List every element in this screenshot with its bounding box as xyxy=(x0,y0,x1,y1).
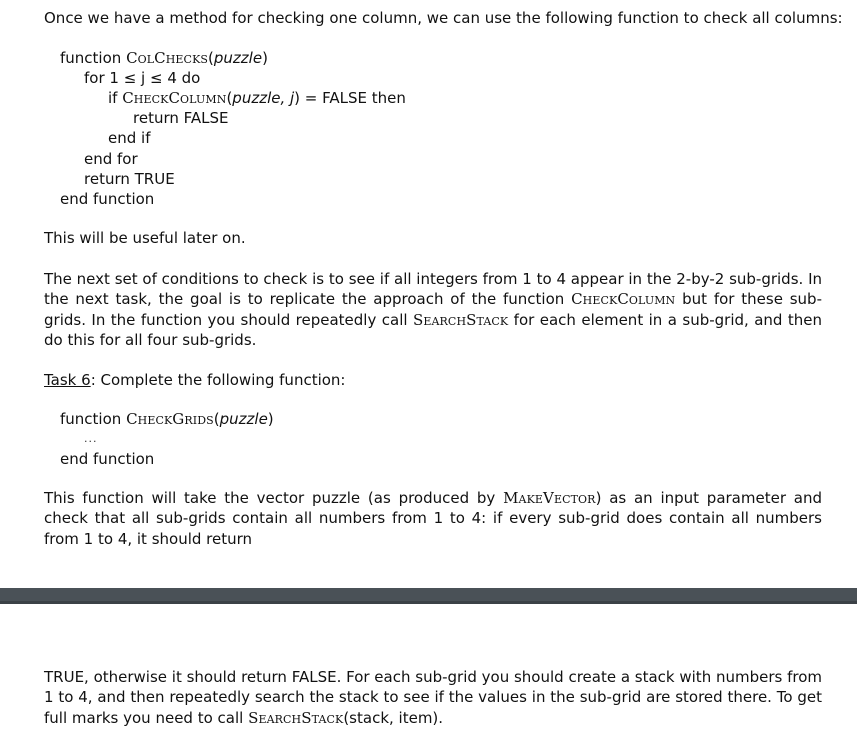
paragraph-function-description: This function will take the vector puzzle (as produced by MakeVector) as an input parameter and check that all sub-grids contain all numbers from 1 to 4: if every sub-grid does contain all numbers from 1 to 4, it should return xyxy=(44,489,822,548)
code-line: function ColChecks(puzzle) xyxy=(60,49,268,67)
function-name: ColChecks xyxy=(126,49,209,67)
code-line: end if xyxy=(108,129,151,147)
function-name: SearchStack xyxy=(413,310,509,329)
function-name: SearchStack xyxy=(248,708,344,727)
function-name: CheckColumn xyxy=(571,290,676,309)
code-line: return FALSE xyxy=(133,109,229,127)
code-line: return TRUE xyxy=(84,170,175,188)
function-name: MakeVector xyxy=(503,489,596,507)
function-name: CheckGrids xyxy=(126,410,214,428)
task-heading: Task 6: Complete the following function: xyxy=(44,371,346,389)
code-line: function CheckGrids(puzzle) xyxy=(60,410,274,428)
page-separator xyxy=(0,588,857,604)
code-line: for 1 ≤ j ≤ 4 do xyxy=(84,69,201,87)
function-name: CheckColumn xyxy=(122,89,227,107)
code-line: end function xyxy=(60,450,155,468)
useful-note: This will be useful later on. xyxy=(44,229,246,247)
code-line: if CheckColumn(puzzle, j) = FALSE then xyxy=(108,89,406,107)
paragraph-continuation: TRUE, otherwise it should return FALSE. For each sub-grid you should create a stack with numbers from 1 to 4, and then repeatedly search the stack to see if the values in the sub-grid are stored there. To get full marks you need to call SearchStack(stack, item). xyxy=(44,668,823,727)
intro-text: Once we have a method for checking one column, we can use the following function to check all columns: xyxy=(44,9,843,27)
ellipsis: ... xyxy=(84,432,98,445)
code-line: end for xyxy=(84,150,138,168)
document-page-bottom xyxy=(0,604,857,753)
task-label: Task 6 xyxy=(44,371,91,389)
code-line: end function xyxy=(60,190,155,208)
paragraph-subgrids: The next set of conditions to check is to see if all integers from 1 to 4 appear in the 2-by-2 sub-grids. In the next task, the goal is to replicate the approach of the function CheckColumn but for these sub-grids. In the function you should repeatedly call SearchStack for each element in a sub-grid, and then do this for all four sub-grids. xyxy=(44,270,822,349)
